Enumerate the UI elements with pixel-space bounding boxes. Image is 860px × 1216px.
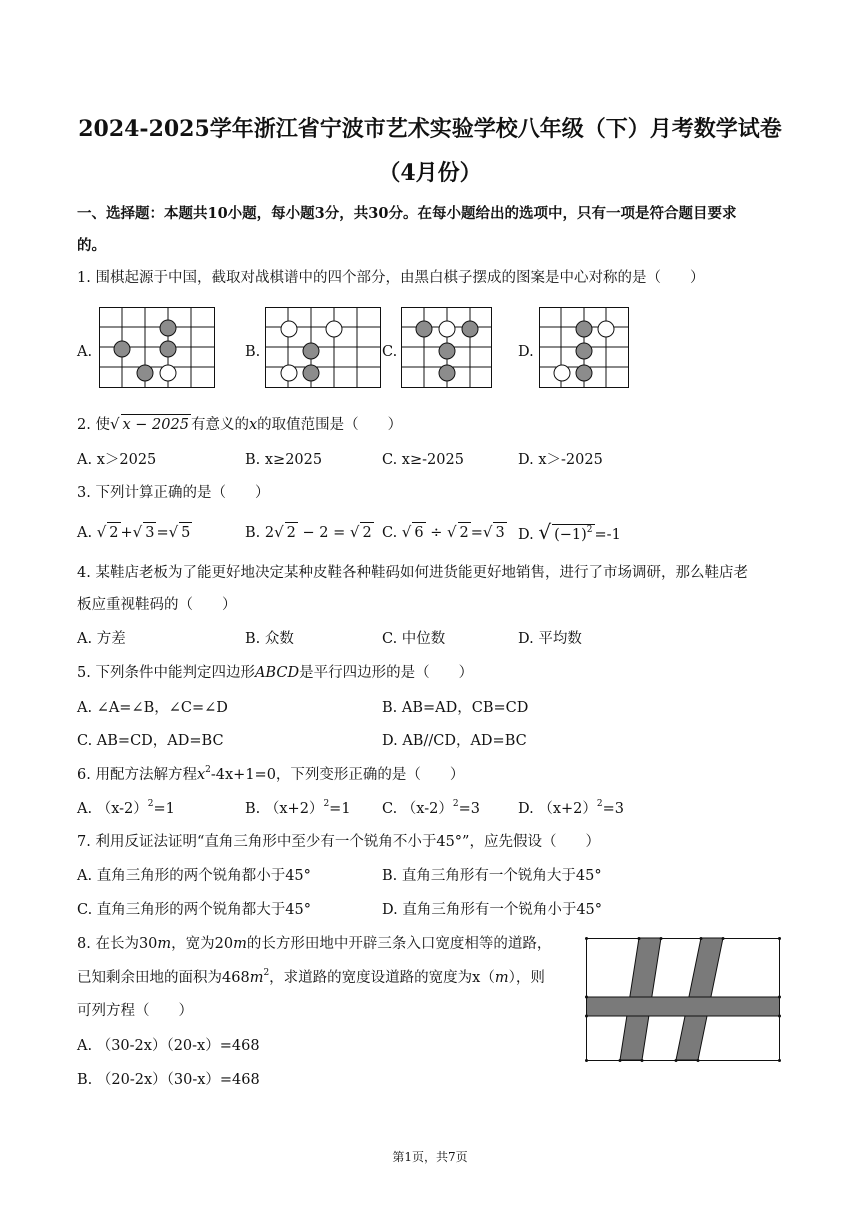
go-board-a [99, 307, 219, 389]
q3-option-b: B. 2√ 2 − 2 = √ 2 [245, 523, 372, 541]
field-roads-figure [586, 938, 782, 1064]
q2-stem: 2. 使√ x − 2025 有意义的x的取值范围是（ ） [77, 415, 403, 433]
section-header-cont: 的。 [77, 237, 106, 254]
q4-option-d: D. 平均数 [518, 631, 582, 647]
q6-option-a: A. $(x-2)^2=1$ [77, 799, 175, 817]
q3-option-a: A. √ 2 +√ 3 =√ 5 [77, 523, 191, 541]
q4-stem-line2: 板应重视鞋码的（ ） [77, 597, 237, 613]
go-board-c [401, 307, 521, 389]
q5-option-a: A. ∠A=∠B，∠C=∠D [77, 700, 228, 716]
exam-title-line2: （4月份） [378, 160, 482, 186]
q3-option-d: D. √ $(-1)^2 =-1$ [518, 520, 621, 544]
q8-stem-line1: 8. 在长为30m，宽为20m的长方形田地中开辟三条入口宽度相等的道路， [77, 936, 552, 952]
q5-option-d: D. AB//CD，AD=BC [382, 733, 527, 749]
q6-option-d: D. $(x+2)^2=3$ [518, 799, 624, 817]
q1-option-a-label: A. [77, 344, 93, 360]
q7-option-a: A. 直角三角形的两个锐角都小于45° [77, 868, 311, 884]
q1-option-c-label: C. [382, 344, 398, 360]
q5-option-c: C. AB=CD，AD=BC [77, 733, 224, 749]
go-board-b [265, 307, 385, 389]
exam-title-line1: 2024-2025学年浙江省宁波市艺术实验学校八年级（下）月考数学试卷 [78, 116, 782, 142]
go-board-d [539, 307, 659, 389]
q2-radicand: x − 2025 [121, 414, 191, 435]
page-footer: 第1页，共7页 [392, 1150, 468, 1164]
q8-option-a: A. （30-2x）（20-x）=468 [77, 1038, 260, 1054]
q2-option-d: D. x＞-2025 [518, 452, 603, 468]
q5-option-b: B. AB=AD，CB=CD [382, 700, 529, 716]
q6-stem: 6. 用配方法解方程$x^2-4x+1=0$，下列变形正确的是（ ） [77, 765, 465, 783]
q5-stem: 5. 下列条件中能判定四边形ABCD是平行四边形的是（ ） [77, 665, 474, 681]
section-header: 一、选择题：本题共10小题，每小题3分，共30分。在每小题给出的选项中，只有一项是符合题目要求 [77, 205, 737, 222]
q1-option-d-label: D. [518, 344, 534, 360]
q6-option-c: C. $(x-2)^2=3$ [382, 799, 480, 817]
q6-option-b: B. $(x+2)^2=1$ [245, 799, 351, 817]
q2-option-a: A. x＞2025 [77, 452, 157, 468]
q1-stem: 1. 围棋起源于中国，截取对战棋谱中的四个部分，由黑白棋子摆成的图案是中心对称的是（ ） [77, 270, 705, 286]
q2-option-b: B. x≥2025 [245, 452, 323, 468]
q8-option-b: B. （20-2x）（30-x）=468 [77, 1072, 260, 1088]
q7-stem: 7. 利用反证法证明“直角三角形中至少有一个锐角不小于45°”，应先假设（ ） [77, 834, 600, 850]
q8-stem-line3: 可列方程（ ） [77, 1003, 193, 1019]
q4-option-c: C. 中位数 [382, 631, 446, 647]
q3-option-c: C. √ 6 ÷ √ 2 =√ 3 [382, 523, 505, 541]
q2-option-c: C. x≥-2025 [382, 452, 464, 468]
q7-option-b: B. 直角三角形有一个锐角大于45° [382, 868, 602, 884]
q7-option-c: C. 直角三角形的两个锐角都大于45° [77, 902, 311, 918]
q8-stem-line2: 已知剩余田地的面积为$468m^2$，求道路的宽度设道路的宽度为x（m），则 [77, 968, 545, 986]
q4-option-b: B. 众数 [245, 631, 294, 647]
q7-option-d: D. 直角三角形有一个锐角小于45° [382, 902, 603, 918]
q4-option-a: A. 方差 [77, 631, 126, 647]
q3-stem: 3. 下列计算正确的是（ ） [77, 485, 270, 501]
q1-option-b-label: B. [245, 344, 261, 360]
q4-stem-line1: 4. 某鞋店老板为了能更好地决定某种皮鞋各种鞋码如何进货能更好地销售，进行了市场调研，那么鞋店老 [77, 565, 748, 581]
